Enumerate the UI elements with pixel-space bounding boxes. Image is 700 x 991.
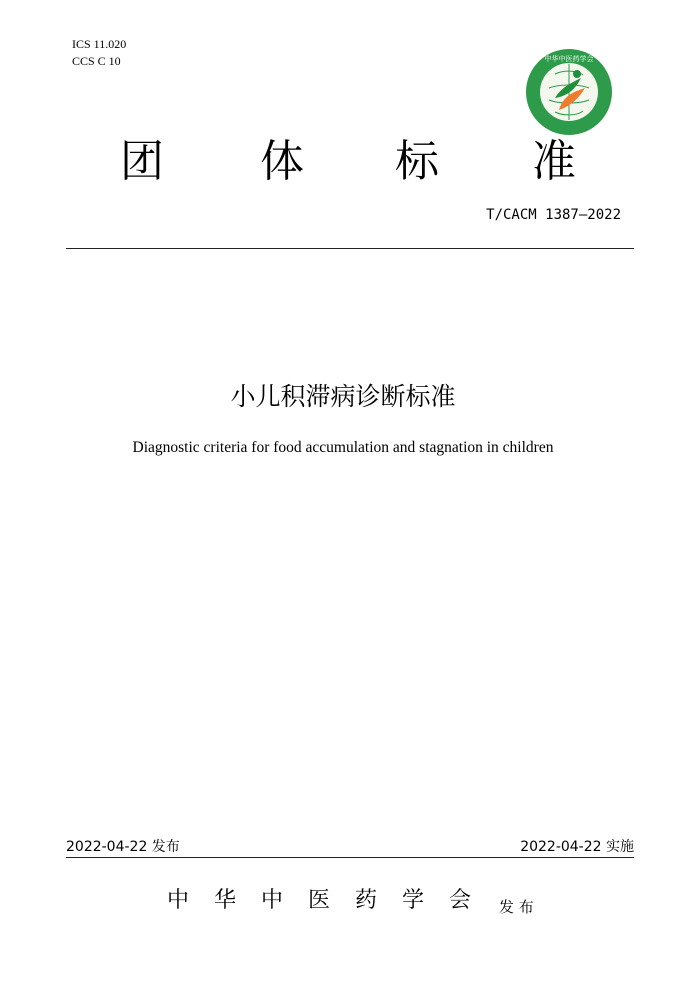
document-type-heading bbox=[120, 137, 580, 187]
publisher-char: 医 bbox=[308, 888, 331, 913]
publisher-char: 中 bbox=[261, 888, 284, 913]
implementation-date: 2022-04-22 实施 bbox=[520, 839, 634, 855]
publisher-suffix: 发 布 bbox=[499, 898, 534, 916]
publisher-char: 会 bbox=[449, 888, 472, 913]
document-type-char: 团 bbox=[120, 136, 164, 187]
standard-number: T/CACM 1387—2022 bbox=[486, 207, 621, 223]
document-type-char: 体 bbox=[260, 136, 304, 187]
publisher-char: 学 bbox=[402, 888, 425, 913]
publisher bbox=[167, 886, 547, 916]
document-type-char: 标 bbox=[395, 136, 439, 187]
header-divider bbox=[66, 248, 634, 249]
publisher-char: 华 bbox=[214, 888, 237, 913]
classification-codes bbox=[72, 36, 126, 70]
publisher-char: 中 bbox=[167, 888, 190, 913]
ccs-code: CCS C 10 bbox=[72, 54, 121, 68]
document-type-char: 准 bbox=[532, 136, 576, 187]
ics-code: ICS 11.020 bbox=[72, 37, 127, 51]
publisher-char: 药 bbox=[355, 888, 378, 913]
association-logo-icon bbox=[525, 48, 613, 136]
chinese-title: 小儿积滞病诊断标准 bbox=[230, 382, 456, 411]
issue-date: 2022-04-22 发布 bbox=[66, 839, 180, 855]
footer-divider bbox=[66, 857, 634, 858]
english-title: Diagnostic criteria for food accumulation and stagnation in children bbox=[132, 439, 554, 456]
svg-text:中华中医药学会: 中华中医药学会 bbox=[544, 55, 594, 63]
